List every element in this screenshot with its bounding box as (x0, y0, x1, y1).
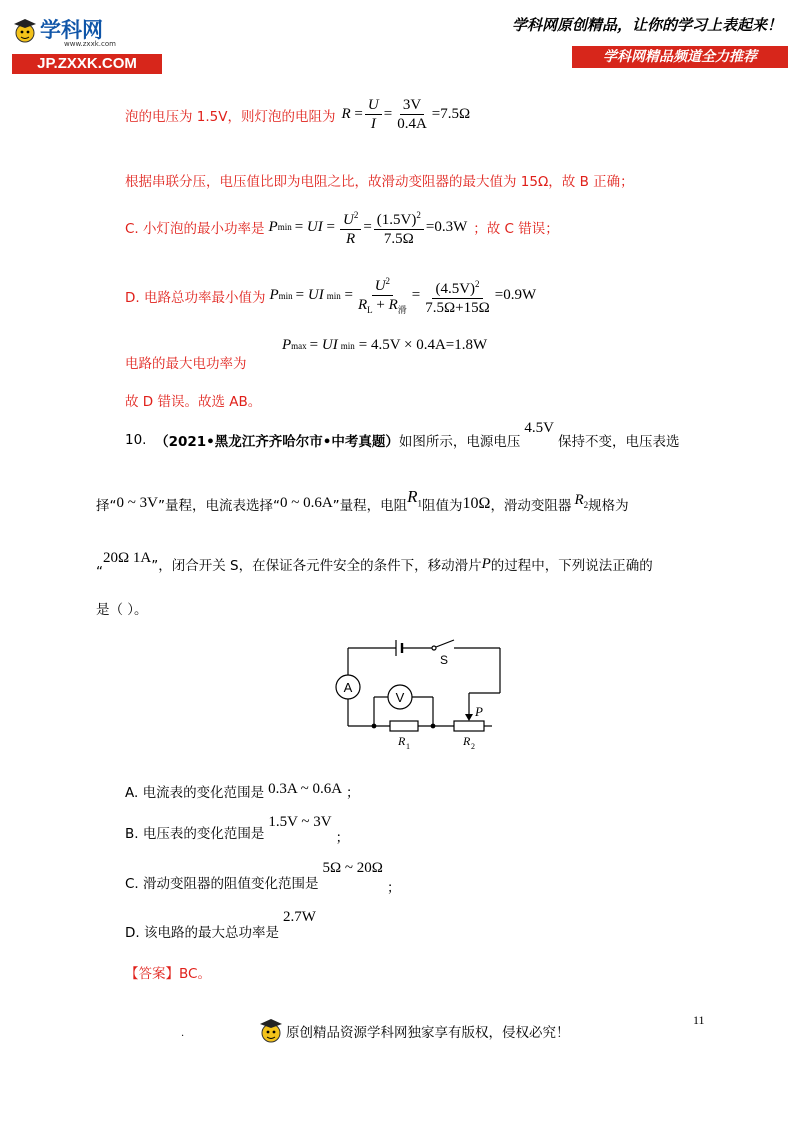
solution-line-6: 故 D 错误。故选 AB。 (125, 394, 262, 410)
option-b: B. 电压表的变化范围是 1.5V ~ 3V ； (125, 813, 350, 846)
solution-line-5-text: 电路的最大电功率为 (125, 356, 247, 372)
answer-value: BC。 (179, 966, 211, 982)
resistor-r2 (454, 721, 484, 731)
r1-label: R (398, 734, 406, 748)
mascot-icon (12, 16, 38, 46)
ammeter-label: A (343, 680, 353, 695)
option-c: C. 滑动变阻器的阻值变化范围是 5Ω ~ 20Ω ； (125, 859, 401, 896)
junction-left (372, 724, 377, 729)
header-banner: 学科网精品频道全力推荐 (572, 46, 788, 68)
solution-line-3: C. 小灯泡的最小功率是 P min = UI = $\frac{U^2}{R}$ = $\frac{(1.5V)^2}{7.5\Omega}$ =0.3W ；故 C 错误； (125, 206, 559, 248)
switch-contact (432, 646, 436, 650)
header-slogan: 学科网原创精品，让你的学习上表起来！ (511, 16, 782, 34)
answer-label: 【答案】 (125, 966, 179, 982)
junction-right (431, 724, 436, 729)
option-a: A. 电流表的变化范围是 0.3A ~ 0.6A ； (125, 780, 360, 801)
question-line-4: 是（ ）。 (96, 602, 148, 618)
max-power-formula: P max = UI min = 4.5V × 0.4A=1.8W (282, 337, 488, 353)
min-power-formula: P min = UI = $\frac{U^2}{R}$ = $\frac{(1.5V)^2}{7.5\Omega}$ =0.3W (269, 206, 468, 248)
resistor-r1 (390, 721, 418, 731)
logo-text: 学科网 (40, 18, 103, 42)
solution-line-2: 根据串联分压，电压值比即为电阻之比，故滑动变阻器的最大值为 15Ω，故 B 正确； (125, 174, 634, 190)
switch-label: S (440, 653, 449, 667)
logo (12, 14, 162, 76)
question-line-2: 择“ 0 ~ 3V ”量程，电流表选择“ 0 ~ 0.6A ”量程，电阻 $R_1$ 阻值为 10Ω ，滑动变阻器 $R_2$ 规格为 (96, 487, 629, 514)
mascot-icon (258, 1016, 284, 1046)
solution-line-4: D. 电路总功率最小值为 P min = UI min = $\frac{U^2}{R_L + R_滑}$ = $\frac{(4.5V)^2}{7.5\Omega+15\Omega}$ =0.9W (125, 272, 536, 319)
question-line-1: 10. （2021•黑龙江齐齐哈尔市•中考真题） 如图所示，电源电压 4.5V 保持不变，电压表选 (125, 419, 680, 450)
option-d: D. 该电路的最大总功率是 2.7W (125, 908, 316, 941)
page-number: 11 (693, 1013, 705, 1027)
r2-sub: 2 (471, 742, 475, 751)
question-line-3: “ 20Ω 1A ”，闭合开关 S，在保证各元件安全的条件下，移动滑片 P 的过程中，下列说法正确的 (96, 549, 653, 580)
slider-label: P (475, 704, 483, 719)
footer-copyright: 原创精品资源学科网独家享有版权，侵权必究！ (286, 1025, 570, 1041)
footer-dot: . (181, 1028, 185, 1039)
slider-arrow (465, 714, 473, 721)
total-min-power-formula: P min = UI min = $\frac{U^2}{R_L + R_滑}$ = $\frac{(4.5V)^2}{7.5\Omega+15\Omega}$ =0.9W (269, 272, 536, 319)
r1-sub: 1 (406, 742, 410, 751)
r2-label: R (463, 734, 471, 748)
question-source: （2021•黑龙江齐齐哈尔市•中考真题） (155, 434, 399, 450)
solution-line-1: 泡的电压为 1.5V，则灯泡的电阻为 R = $\frac{U}{I}$ = $\frac{3V}{0.4A}$ =7.5Ω (125, 97, 471, 132)
logo-subtext: www.zxxk.com (64, 40, 116, 48)
answer (125, 962, 211, 982)
switch-lever (436, 640, 454, 647)
resistance-formula: R = $\frac{U}{I}$ = $\frac{3V}{0.4A}$ =7.5Ω (341, 97, 471, 132)
logo-url: JP.ZXXK.COM (12, 54, 162, 74)
voltmeter-label: V (395, 690, 405, 705)
circuit-diagram (330, 630, 510, 755)
